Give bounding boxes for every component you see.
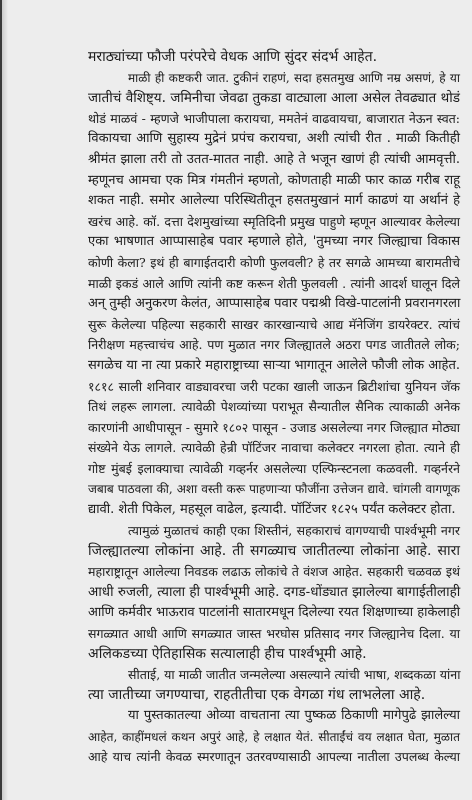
text-line: जबाब पाठवला की, अशा वस्ती करू पाहणाऱ्या फौजींना उत्तेजन द्यावे. चांगली वागणूक (88, 482, 460, 497)
text-line: थोडं माळवं - म्हणजे भाजीपाला करायचा, ममतेनं वाढवायचा, बाजारात नेऊन स्वत: (88, 110, 460, 126)
paragraph (88, 706, 460, 768)
text-line: जिल्ह्यातल्या लोकांना आहे. ती सगळ्याच जातीतल्या लोकांना आहे. सारा (88, 543, 460, 560)
text-line: कारणांनी आधीपासून - सुमारे १८०२ पासून - उजाड असलेल्या नगर जिल्ह्यात मोठ्या (88, 419, 460, 435)
text-column (88, 47, 460, 768)
text-line: जातीचं वैशिष्ट्य. जमिनीचा जेवढा तुकडा वाट्याला आला असेल तेवढ्यात थोडं (88, 90, 460, 107)
text-line: माळी ही कष्टकरी जात. टुकीनं राहणं, सदा हसतमुख आणि नम्र असणं, हे या (128, 70, 460, 85)
text-line: माळी इकडं आले आणि त्यांनी कष्ट करून शेती फुलवली . त्यांनी आदर्श घालून दिले (88, 275, 460, 291)
text-line: म्हणूनच आमचा एक मित्र गंमतीनं म्हणतो, कोणताही माळी फार काळ गरीब राहू (88, 172, 460, 188)
text-line: सुरू केलेल्या पहिल्या सहकारी साखर कारखान्याचे आद्य मॅनेजिंग डायरेक्टर. त्यांचं (88, 316, 460, 332)
text-line: निरीक्षण महत्त्वाचंच आहे. पण मुळात नगर जिल्ह्यातले अठरा पगड जातीतले लोक; (88, 337, 460, 353)
paragraph (88, 47, 460, 68)
text-line: शकत नाही. समोर आलेल्या परिस्थितीतून हसतमुखानं मार्ग काढणं या अर्थानं हे (88, 193, 460, 209)
text-line: सगळेच या ना त्या प्रकारे महाराष्ट्राच्या साऱ्या भागातून आलेले फौजी लोक आहेत. (88, 357, 460, 373)
text-line: द्यावी. शेती पिकेल, महसूल वाढेल, इत्यादी. पॉटिंजर १८२५ पर्यंत कलेक्टर होता. (88, 502, 456, 518)
paragraph (88, 521, 460, 665)
text-line: कोणी केला? इथं ही बागाईतदारी कोणी फुलवली? हे तर सगळे आमच्या बारामतीचे (88, 254, 460, 270)
text-line: सगळ्यात आधी आणि सगळ्यात जास्त भरघोस प्रतिसाद नगर जिल्ह्यानेच दिला. या (88, 625, 460, 641)
text-line: अलिकडच्या ऐतिहासिक सत्यालाही हीच पार्श्वभूमी आहे. (88, 646, 367, 663)
text-line: खरंच आहे. कॉ. दत्ता देशमुखांच्या स्मृतिदिनी प्रमुख पाहुणे म्हणून आल्यावर केलेल्या (88, 213, 460, 229)
text-line: तिथं लहरू लागला. त्यावेळी पेशव्यांच्या पराभूत सैन्यातील सैनिक त्याकाळी अनेक (88, 399, 460, 415)
paragraph (88, 68, 460, 521)
text-line: एका भाषणात आप्पासाहेब पवार म्हणाले होते, 'तुमच्या नगर जिल्ह्याचा विकास (88, 234, 460, 250)
text-line: श्रीमंत झाला तरी तो उतत-मातत नाही. आहे ते भजून खाणं ही त्यांची आमवृत्ती. (88, 151, 460, 167)
text-line: अन् तुम्ही अनुकरण केलंत, आप्पासाहेब पवार पद्मश्री विखे-पाटलांनी प्रवरानगरला (88, 296, 461, 312)
scan-edge-shadow (2, 0, 8, 800)
text-line: संख्येने येऊ लागले. त्यावेळी हेन्री पॉटिंजर नावाचा कलेक्टर नगरला होता. त्याने ही (88, 440, 460, 456)
text-line: आणि कर्मवीर भाऊराव पाटलांनी सातारमधून दिलेल्या रयत शिक्षणाच्या हाकेलाही (88, 605, 460, 621)
text-line: सीताई, या माळी जातीत जन्मलेल्या असल्याने त्यांची भाषा, शब्दकळा यांना (128, 666, 461, 682)
text-line: त्यामुळं मुळातचं काही एका शिस्तीनं, सहकाराचं वागण्याची पार्श्वभूमी नगर (128, 522, 460, 538)
text-line: आहे याच त्यांनी केवळ स्मरणातून उतरवण्यासाठी आपल्या नातीला उपलब्ध केल्या (88, 749, 460, 765)
text-line: आधी रुजली, त्याला ही पार्श्वभूमी आहे. दगड-धोंड्यात झालेल्या बागाईतीलाही (88, 584, 461, 601)
text-line: महाराष्ट्रातून आलेल्या निवडक लढाऊ लोकांचे ते वंशज आहेत. सहकारी चळवळ इथं (88, 563, 460, 579)
text-line: या पुस्तकातल्या ओव्या वाचताना त्या पुष्कळ ठिकाणी मागेपुढे झालेल्या (128, 708, 460, 723)
paragraph (88, 665, 460, 706)
text-line: आहेत, काहींमधलं कथन अपुरं आहे, हे लक्षात येतं. सीताईंचं वय लक्षात घेता, मुळात (88, 729, 460, 744)
text-line: गोष्ट मुंबई इलाक्याचा त्यावेळी गव्हर्नर असलेल्या एल्फिन्स्टनला कळवली. गव्हर्नरने (88, 460, 460, 476)
text-line: विकायचा आणि सुहास्य मुद्रेनं प्रपंच करायचा, अशी त्यांची रीत . माळी कितीही (88, 131, 460, 147)
text-line: त्या जातीच्या जगण्याचा, राहतीतीचा एक वेगळा गंध लाभलेला आहे. (88, 687, 426, 704)
text-line: मराठ्यांच्या फौजी परंपरेचे वेधक आणि सुंदर संदर्भ आहेत. (88, 49, 378, 65)
text-line: १८१८ साली शनिवार वाड्यावरचा जरी पटका खाली जाऊन ब्रिटीशांचा युनियन जॅक (88, 378, 460, 394)
